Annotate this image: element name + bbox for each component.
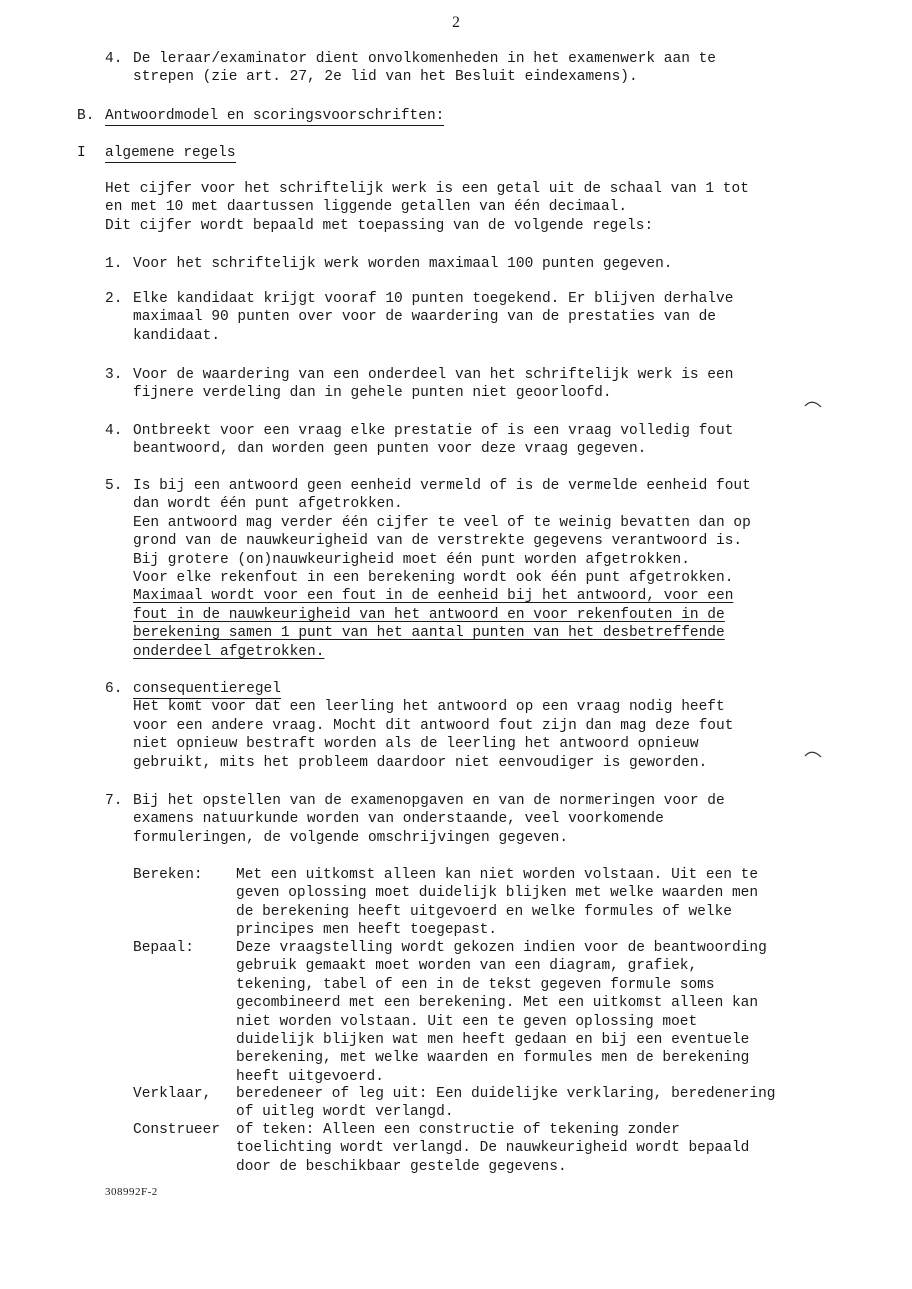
rule-1-text	[133, 255, 673, 273]
text-line: Bij grotere (on)nauwkeurigheid moet één punt worden afgetrokken.	[133, 551, 690, 568]
text-line: berekening, met welke waarden en formules men de berekening	[236, 1050, 750, 1067]
text-line: beantwoord, dan worden geen punten voor deze vraag gegeven.	[133, 441, 647, 458]
rule-4-number: 4.	[105, 423, 123, 439]
rule-6-heading	[133, 680, 733, 698]
rule-1-number: 1.	[105, 256, 123, 272]
section-i-label: I	[77, 145, 86, 161]
rule-3-number: 3.	[105, 367, 123, 383]
footer-code: 308992F-2	[105, 1186, 158, 1198]
section-i-title-text: algemene regels	[105, 145, 236, 161]
rule-7-text	[133, 792, 725, 847]
text-line: Met een uitkomst alleen kan niet worden volstaan. Uit een te	[236, 867, 759, 883]
definition-term-verklaar: Verklaar,	[133, 1086, 212, 1102]
text-line: Elke kandidaat krijgt vooraf 10 punten toegekend. Er blijven derhalve	[133, 291, 734, 307]
text-line: en met 10 met daartussen liggende getallen van één decimaal.	[105, 199, 628, 216]
text-line: Voor de waardering van een onderdeel van het schriftelijk werk is een	[133, 367, 734, 383]
rule-4-text	[133, 422, 733, 459]
rule-6-number: 6.	[105, 681, 123, 697]
text-line: of uitleg wordt verlangd.	[236, 1104, 454, 1121]
text-line: niet worden volstaan. Uit een te geven oplossing moet	[236, 1013, 698, 1030]
text-line: duidelijk blijken wat men heeft gedaan en bij een eventuele	[236, 1031, 750, 1048]
text-line: Het komt voor dat een leerling het antwoord op een vraag nodig heeft	[133, 699, 725, 716]
text-line: of teken: Alleen een constructie of tekening zonder	[236, 1122, 680, 1138]
underlined-text-line: berekening samen 1 punt van het aantal punten van het desbetreffende	[133, 625, 725, 642]
text-line: beredeneer of leg uit: Een duidelijke verklaring, beredenering	[236, 1086, 776, 1102]
rule-3-text	[133, 366, 733, 403]
definition-term-construeer: Construeer	[133, 1122, 221, 1138]
section-b-title-text: Antwoordmodel en scoringsvoorschriften:	[105, 108, 445, 124]
text-line: grond van de nauwkeurigheid van de verstrekte gegevens verantwoord is.	[133, 533, 743, 550]
text-line: De leraar/examinator dient onvolkomenheden in het examenwerk aan te	[133, 51, 716, 67]
intro-item-text	[133, 50, 716, 87]
underlined-text-line: fout in de nauwkeurigheid van het antwoord en voor rekenfouten in de	[133, 606, 725, 623]
rule-5-text	[133, 477, 751, 661]
text-line: Het cijfer voor het schriftelijk werk is een getal uit de schaal van 1 tot	[105, 181, 749, 197]
text-line: examens natuurkunde worden van onderstaande, veel voorkomende	[133, 811, 664, 828]
underlined-text-line: onderdeel afgetrokken.	[133, 643, 325, 660]
text-line: door de beschikbaar gestelde gegevens.	[236, 1158, 567, 1175]
text-line: voor een andere vraag. Mocht dit antwoord fout zijn dan mag deze fout	[133, 717, 734, 734]
text-line: geven oplossing moet duidelijk blijken met welke waarden men	[236, 885, 759, 902]
rule-2-number: 2.	[105, 291, 123, 307]
text-line: heeft uitgevoerd.	[236, 1068, 384, 1085]
text-line: dan wordt één punt afgetrokken.	[133, 496, 403, 513]
rule-6-text	[133, 680, 733, 772]
text-line: principes men heeft toegepast.	[236, 922, 498, 939]
definition-text-construeer	[236, 1121, 749, 1176]
margin-mark	[804, 398, 822, 408]
rule-7-number: 7.	[105, 793, 123, 809]
text-line: de berekening heeft uitgevoerd en welke formules of welke	[236, 903, 732, 920]
text-line: Ontbreekt voor een vraag elke prestatie of is een vraag volledig fout	[133, 423, 734, 439]
definition-text-bepaal	[236, 939, 767, 1086]
text-line: maximaal 90 punten over voor de waardering van de prestaties van de	[133, 309, 716, 326]
text-line: gebruikt, mits het probleem daardoor niet eenvoudiger is geworden.	[133, 754, 708, 771]
intro-item-number: 4.	[105, 51, 123, 67]
underlined-text-line: Maximaal wordt voor een fout in de eenheid bij het antwoord, voor een	[133, 588, 734, 605]
section-b-label: B.	[77, 108, 95, 124]
rule-2-text	[133, 290, 733, 345]
text-line: Een antwoord mag verder één cijfer te veel of te weinig bevatten dan op	[133, 514, 751, 531]
text-line: Is bij een antwoord geen eenheid vermeld of is de vermelde eenheid fout	[133, 478, 751, 494]
rule-5-number: 5.	[105, 478, 123, 494]
text-line: Deze vraagstelling wordt gekozen indien voor de beantwoording	[236, 940, 767, 956]
section-i-title	[105, 144, 236, 163]
text-line: gebruik gemaakt moet worden van een diagram, grafiek,	[236, 958, 698, 975]
text-line: Voor het schriftelijk werk worden maximaal 100 punten gegeven.	[133, 256, 673, 272]
section-b-title	[105, 107, 444, 126]
text-line: toelichting wordt verlangd. De nauwkeurigheid wordt bepaald	[236, 1140, 750, 1157]
text-line: tekening, tabel of een in de tekst gegeven formule soms	[236, 976, 715, 993]
definition-text-verklaar	[236, 1085, 776, 1122]
text-line: Bij het opstellen van de examenopgaven en van de normeringen voor de	[133, 793, 725, 809]
text-line: Dit cijfer wordt bepaald met toepassing van de volgende regels:	[105, 217, 654, 234]
margin-mark	[804, 748, 822, 758]
text-line: formuleringen, de volgende omschrijvingen gegeven.	[133, 829, 569, 846]
text-line: fijnere verdeling dan in gehele punten niet geoorloofd.	[133, 385, 612, 402]
page-number: 2	[452, 14, 460, 31]
text-line: Voor elke rekenfout in een berekening wordt ook één punt afgetrokken.	[133, 569, 734, 586]
text-line: strepen (zie art. 27, 2e lid van het Besluit eindexamens).	[133, 69, 638, 86]
definition-term-bepaal: Bepaal:	[133, 940, 194, 956]
definition-text-bereken	[236, 866, 758, 940]
text-line: kandidaat.	[133, 327, 221, 344]
definition-term-bereken: Bereken:	[133, 867, 203, 883]
text-line: gecombineerd met een berekening. Met een uitkomst alleen kan	[236, 995, 759, 1012]
text-line: niet opnieuw bestraft worden als de leerling het antwoord opnieuw	[133, 736, 699, 753]
intro-paragraph	[105, 180, 749, 235]
rule-6-heading-text: consequentieregel	[133, 681, 281, 697]
